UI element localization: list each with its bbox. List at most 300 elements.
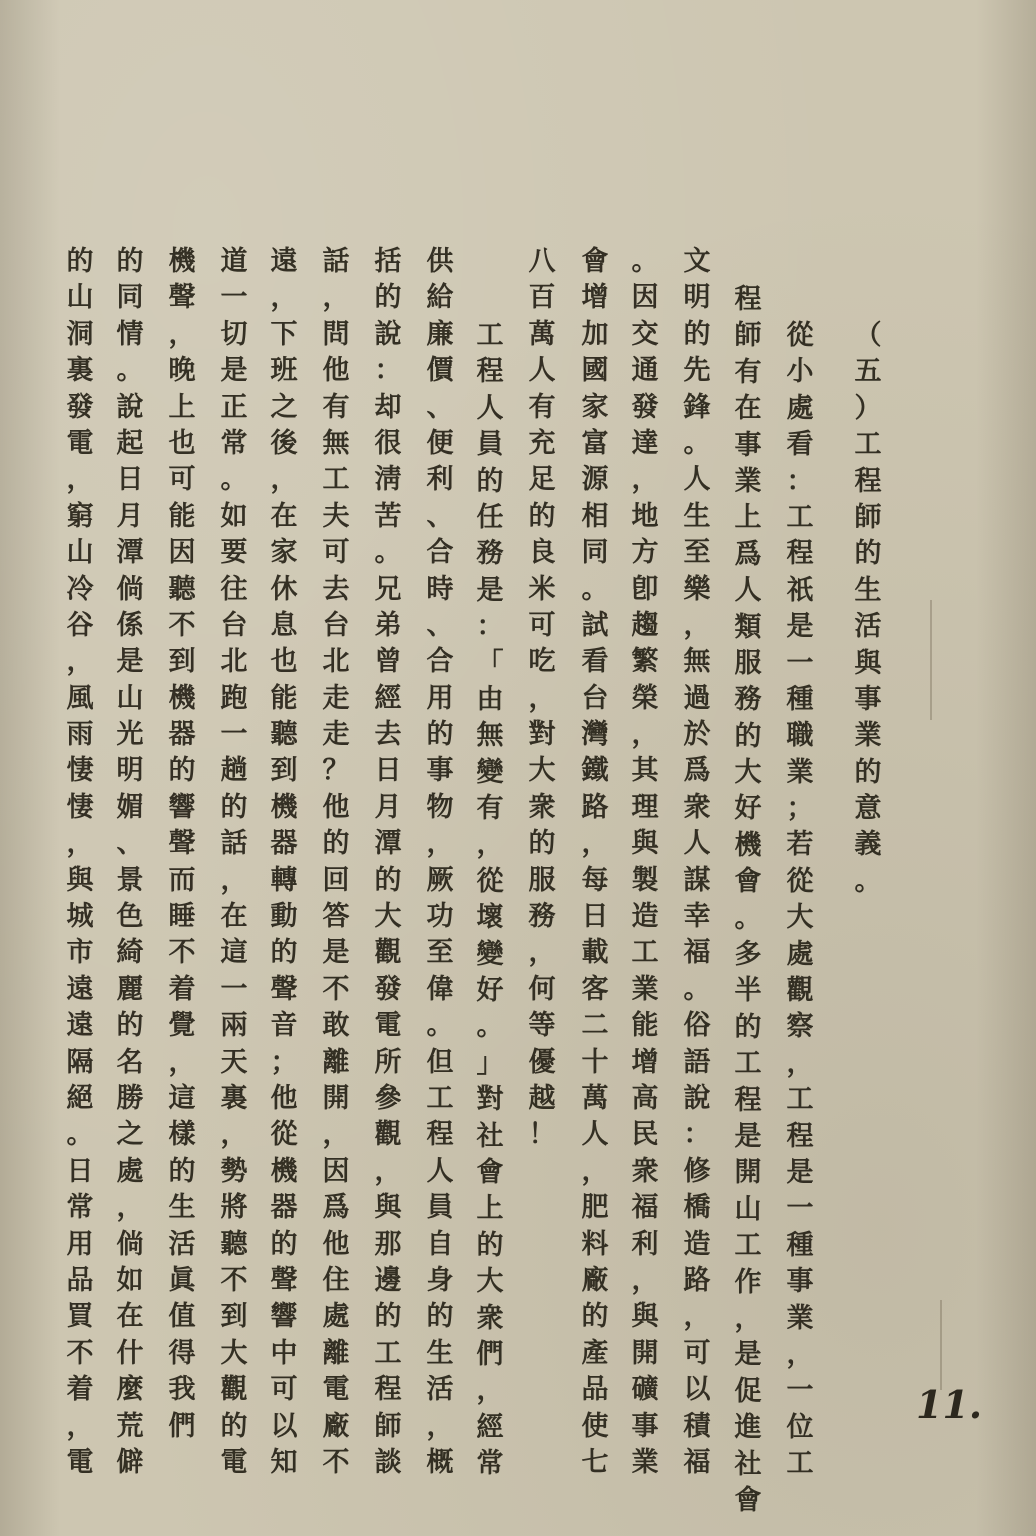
text-glyph: 業 (631, 1446, 659, 1478)
text-glyph: 的 (854, 538, 882, 570)
text-glyph: 電 (66, 1446, 94, 1478)
text-glyph: 的 (476, 1229, 504, 1261)
text-glyph: 與 (374, 1192, 402, 1224)
text-glyph: 礦 (631, 1374, 659, 1406)
text-glyph: ） (854, 392, 882, 424)
text-glyph: 任 (476, 501, 504, 533)
text-glyph: 用 (426, 682, 454, 714)
text-glyph: 與 (66, 864, 94, 896)
text-column (314, 244, 358, 1481)
text-glyph: 半 (734, 975, 762, 1007)
text-glyph: ， (270, 464, 298, 496)
text-glyph: 鐵 (581, 755, 609, 787)
text-glyph: 程 (734, 284, 762, 315)
text-glyph: 往 (220, 573, 248, 605)
text-glyph: 遠 (66, 1010, 94, 1042)
text-glyph: 淸 (374, 464, 402, 496)
text-glyph: 去 (374, 719, 402, 751)
text-glyph: 積 (683, 1410, 711, 1442)
text-glyph: 同 (116, 282, 144, 314)
text-glyph: 是 (476, 574, 504, 606)
text-glyph: 。 (734, 902, 762, 934)
text-glyph: 趨 (631, 609, 659, 641)
text-glyph: （ (854, 320, 882, 351)
text-glyph: 勝 (116, 1082, 144, 1114)
text-glyph: 產 (581, 1337, 609, 1369)
text-glyph: 作 (734, 1266, 762, 1298)
text-glyph: 工 (374, 1337, 402, 1369)
text-glyph: 休 (270, 573, 298, 605)
text-glyph: 一 (220, 282, 248, 314)
text-glyph: 情 (116, 318, 144, 350)
text-glyph: ， (528, 682, 556, 714)
text-glyph: 這 (168, 1082, 196, 1114)
text-glyph: 弟 (374, 609, 402, 641)
text-glyph: 相 (581, 500, 609, 532)
text-glyph: 品 (581, 1374, 609, 1406)
text-glyph: 看 (581, 646, 609, 678)
text-glyph: 員 (476, 429, 504, 461)
text-glyph: 方 (631, 537, 659, 569)
text-glyph: 晚 (168, 355, 196, 387)
text-glyph: 開 (631, 1337, 659, 1369)
text-glyph: 麼 (116, 1374, 144, 1406)
text-glyph: 交 (631, 318, 659, 350)
text-glyph: 爲 (734, 538, 762, 570)
text-column (160, 244, 204, 1445)
text-glyph: 廠 (322, 1410, 350, 1442)
text-column (212, 244, 256, 1481)
text-glyph: 大 (786, 902, 814, 934)
text-glyph: 福 (683, 1446, 711, 1478)
text-glyph: 繁 (631, 646, 659, 678)
text-glyph: 這 (220, 937, 248, 969)
text-glyph: 上 (168, 391, 196, 423)
text-glyph: 種 (786, 1229, 814, 1261)
text-glyph: ， (220, 864, 248, 896)
text-glyph: 要 (220, 537, 248, 569)
text-glyph: 理 (631, 791, 659, 823)
text-glyph: 的 (322, 828, 350, 860)
text-glyph: ； (270, 1046, 298, 1078)
text-glyph: ， (631, 464, 659, 496)
text-glyph: 聽 (168, 573, 196, 605)
text-glyph: 米 (528, 573, 556, 605)
text-glyph: 事 (426, 755, 454, 787)
text-glyph: 谷 (66, 609, 94, 641)
text-glyph: 雨 (66, 719, 94, 751)
text-glyph: 、 (426, 609, 454, 641)
text-glyph: 從 (476, 865, 504, 897)
text-glyph: ， (66, 828, 94, 860)
text-glyph: 造 (631, 901, 659, 933)
text-glyph: 常 (476, 1448, 504, 1480)
text-glyph: 事 (786, 1266, 814, 1298)
text-glyph: 是 (220, 355, 248, 387)
text-glyph: 通 (631, 355, 659, 387)
text-glyph: 之 (116, 1119, 144, 1151)
text-glyph: 名 (116, 1046, 144, 1078)
text-glyph: 日 (581, 901, 609, 933)
text-glyph: 厥 (426, 864, 454, 896)
text-glyph: 促 (734, 1375, 762, 1407)
text-glyph: 景 (116, 864, 144, 896)
text-glyph: 萬 (528, 318, 556, 350)
text-glyph: 從 (786, 865, 814, 897)
text-glyph: 對 (528, 719, 556, 751)
text-glyph: 「 (476, 647, 504, 679)
text-glyph: 的 (734, 720, 762, 752)
text-glyph: 工 (426, 1082, 454, 1114)
text-glyph: 正 (220, 391, 248, 423)
text-glyph: 因 (631, 282, 659, 314)
text-glyph: 經 (374, 682, 402, 714)
text-glyph: 聽 (220, 1228, 248, 1260)
text-glyph: 人 (426, 1155, 454, 1187)
text-glyph: 隔 (66, 1046, 94, 1078)
text-glyph: 遠 (66, 973, 94, 1005)
text-glyph: 可 (168, 464, 196, 496)
text-glyph: 媚 (116, 791, 144, 823)
text-glyph: 常 (66, 1192, 94, 1224)
text-glyph: 用 (66, 1228, 94, 1260)
text-glyph: 一 (220, 719, 248, 751)
text-glyph: 業 (631, 973, 659, 1005)
text-glyph: 是 (322, 937, 350, 969)
text-glyph: 以 (683, 1374, 711, 1406)
text-column (675, 244, 719, 1481)
text-glyph: 每 (581, 864, 609, 896)
text-glyph: 衆 (476, 1302, 504, 1334)
text-glyph: 勢 (220, 1155, 248, 1187)
text-glyph: ， (631, 1264, 659, 1296)
text-glyph: 衆 (683, 791, 711, 823)
text-glyph: 俗 (683, 1010, 711, 1042)
text-glyph: 說 (374, 318, 402, 350)
text-glyph: 從 (270, 1119, 298, 1151)
text-glyph: 的 (528, 500, 556, 532)
text-glyph: 發 (631, 391, 659, 423)
text-glyph: ， (476, 1375, 504, 1407)
text-glyph: 着 (168, 973, 196, 1005)
text-glyph: 開 (734, 1157, 762, 1189)
text-glyph: 中 (270, 1337, 298, 1369)
text-glyph: 離 (322, 1046, 350, 1078)
text-glyph: 得 (168, 1337, 196, 1369)
text-glyph: 業 (734, 465, 762, 497)
text-glyph: 有 (528, 391, 556, 423)
text-glyph: 鋒 (683, 391, 711, 423)
text-glyph: 與 (854, 647, 882, 679)
text-glyph: 經 (476, 1411, 504, 1443)
text-glyph: 自 (426, 1228, 454, 1260)
text-glyph: 括 (374, 246, 402, 277)
text-glyph: 他 (322, 355, 350, 387)
text-glyph: 敢 (322, 1010, 350, 1042)
text-glyph: 五 (854, 356, 882, 388)
text-glyph: 悽 (66, 755, 94, 787)
text-glyph: 可 (683, 1337, 711, 1369)
text-glyph: 事 (854, 683, 882, 715)
text-glyph: 的 (270, 1228, 298, 1260)
text-glyph: 之 (270, 391, 298, 423)
text-glyph: 概 (426, 1446, 454, 1478)
text-glyph: 可 (528, 609, 556, 641)
text-glyph: 談 (374, 1446, 402, 1478)
text-glyph: 常 (220, 427, 248, 459)
text-glyph: 。 (476, 1011, 504, 1043)
text-glyph: 山 (734, 1193, 762, 1225)
text-glyph: 變 (476, 938, 504, 970)
text-glyph: 生 (426, 1337, 454, 1369)
text-glyph: 類 (734, 611, 762, 643)
text-glyph: 大 (374, 901, 402, 933)
text-glyph: 的 (683, 318, 711, 350)
text-glyph: 工 (322, 464, 350, 496)
text-glyph: 等 (528, 1010, 556, 1042)
text-glyph: 可 (270, 1374, 298, 1406)
text-glyph: 身 (426, 1264, 454, 1296)
text-glyph: 不 (168, 937, 196, 969)
text-glyph: 高 (631, 1082, 659, 1114)
text-glyph: 知 (270, 1446, 298, 1478)
text-glyph: 其 (631, 755, 659, 787)
text-glyph: 上 (476, 1193, 504, 1225)
text-glyph: 一 (786, 1375, 814, 1407)
text-glyph: 倘 (116, 1228, 144, 1260)
text-glyph: 開 (322, 1082, 350, 1114)
text-glyph: 兩 (220, 1010, 248, 1042)
text-glyph: 處 (322, 1301, 350, 1333)
text-glyph: 給 (426, 282, 454, 314)
text-glyph: ， (426, 828, 454, 860)
text-glyph: 合 (426, 646, 454, 678)
text-glyph: 在 (270, 500, 298, 532)
text-glyph: 進 (734, 1412, 762, 1444)
text-glyph: 城 (66, 901, 94, 933)
text-glyph: 山 (116, 682, 144, 714)
text-glyph: 切 (220, 318, 248, 350)
text-glyph: 品 (66, 1264, 94, 1296)
text-glyph: 好 (734, 793, 762, 825)
text-glyph: 程 (786, 1120, 814, 1152)
text-glyph: 覺 (168, 1010, 196, 1042)
text-glyph: 人 (476, 392, 504, 424)
text-glyph: 是 (786, 1156, 814, 1188)
text-glyph: 裏 (66, 355, 94, 387)
text-glyph: 他 (270, 1082, 298, 1114)
text-column (573, 244, 617, 1481)
text-glyph: 動 (270, 901, 298, 933)
text-glyph: 。 (683, 973, 711, 1005)
text-glyph: 的 (426, 719, 454, 751)
text-glyph: 的 (270, 937, 298, 969)
text-glyph: 的 (528, 828, 556, 860)
text-glyph: 以 (270, 1410, 298, 1442)
text-glyph: 有 (734, 356, 762, 388)
text-glyph: 衆 (528, 791, 556, 823)
text-glyph: 的 (220, 791, 248, 823)
text-glyph: 係 (116, 609, 144, 641)
text-glyph: 機 (168, 246, 196, 277)
text-glyph: 人 (734, 575, 762, 607)
text-glyph: 樣 (168, 1119, 196, 1151)
text-glyph: 所 (374, 1046, 402, 1078)
text-glyph: 。 (631, 246, 659, 277)
text-glyph: ， (683, 609, 711, 641)
text-glyph: 着 (66, 1374, 94, 1406)
text-glyph: 時 (426, 573, 454, 605)
text-glyph: 若 (786, 829, 814, 861)
text-glyph: 工 (631, 937, 659, 969)
text-glyph: 工 (854, 429, 882, 461)
text-glyph: 北 (220, 646, 248, 678)
text-glyph: 機 (734, 829, 762, 861)
text-glyph: 活 (854, 611, 882, 643)
text-glyph: 如 (220, 500, 248, 532)
text-glyph: 程 (476, 356, 504, 388)
text-glyph: 月 (116, 500, 144, 532)
text-glyph: 他 (322, 1228, 350, 1260)
text-glyph: ， (66, 1410, 94, 1442)
text-glyph: 電 (374, 1010, 402, 1042)
text-glyph: ： (374, 355, 402, 387)
text-glyph: 是 (116, 646, 144, 678)
text-glyph: 至 (683, 537, 711, 569)
text-glyph: 潭 (374, 828, 402, 860)
text-glyph: 先 (683, 355, 711, 387)
text-glyph: 爲 (322, 1192, 350, 1224)
text-glyph: 一 (220, 973, 248, 1005)
text-glyph: 回 (322, 864, 350, 896)
text-glyph: 但 (426, 1046, 454, 1078)
text-glyph: 也 (168, 427, 196, 459)
text-glyph: 聲 (168, 828, 196, 860)
text-glyph: 不 (322, 1446, 350, 1478)
text-glyph: 日 (374, 755, 402, 787)
text-glyph: 一 (786, 647, 814, 679)
text-glyph: 到 (220, 1301, 248, 1333)
text-glyph: 服 (528, 864, 556, 896)
text-glyph: 程 (786, 538, 814, 570)
text-column (262, 244, 306, 1481)
text-glyph: 便 (426, 427, 454, 459)
text-glyph: 小 (786, 356, 814, 388)
text-glyph: 可 (322, 537, 350, 569)
text-glyph: 處 (786, 392, 814, 424)
text-glyph: 那 (374, 1228, 402, 1260)
text-glyph: 裏 (220, 1082, 248, 1114)
text-glyph: 福 (631, 1192, 659, 1224)
text-glyph: 七 (581, 1446, 609, 1478)
text-glyph: 苦 (374, 500, 402, 532)
text-glyph: 製 (631, 864, 659, 896)
text-glyph: 能 (631, 1010, 659, 1042)
text-glyph: ， (116, 1192, 144, 1224)
text-glyph: 電 (66, 427, 94, 459)
text-glyph: 聲 (270, 1264, 298, 1296)
text-glyph: 看 (786, 429, 814, 461)
text-glyph: 有 (476, 793, 504, 825)
text-glyph: 不 (66, 1337, 94, 1369)
text-glyph: 如 (116, 1264, 144, 1296)
text-glyph: 。 (683, 427, 711, 459)
text-glyph: 足 (528, 464, 556, 496)
text-glyph: 試 (581, 609, 609, 641)
text-glyph: 說 (683, 1082, 711, 1114)
text-glyph: 福 (683, 937, 711, 969)
text-glyph: 祇 (786, 574, 814, 606)
text-glyph: 將 (220, 1192, 248, 1224)
text-glyph: 走 (322, 682, 350, 714)
text-glyph: 睡 (168, 901, 196, 933)
text-glyph: 冷 (66, 573, 94, 605)
text-glyph: 的 (66, 246, 94, 277)
text-glyph: 器 (168, 719, 196, 751)
text-glyph: 會 (476, 1156, 504, 1188)
text-glyph: 地 (631, 500, 659, 532)
text-glyph: 達 (631, 427, 659, 459)
text-glyph: 路 (581, 791, 609, 823)
text-glyph: 台 (581, 682, 609, 714)
text-glyph: ？ (322, 755, 350, 787)
text-glyph: 起 (116, 427, 144, 459)
text-glyph: 變 (476, 756, 504, 788)
text-column (366, 244, 410, 1481)
text-glyph: 兄 (374, 573, 402, 605)
text-glyph: 因 (322, 1155, 350, 1187)
text-glyph: 卽 (631, 573, 659, 605)
text-glyph: 至 (426, 937, 454, 969)
text-glyph: 富 (581, 427, 609, 459)
text-glyph: 橋 (683, 1192, 711, 1224)
text-glyph: 師 (734, 320, 762, 352)
text-glyph: ， (66, 464, 94, 496)
text-glyph: 」 (476, 1047, 504, 1079)
text-glyph: 遠 (270, 246, 298, 277)
text-glyph: 何 (528, 973, 556, 1005)
text-glyph: ， (168, 318, 196, 350)
text-glyph: 萬 (581, 1082, 609, 1114)
text-glyph: 社 (734, 1448, 762, 1480)
text-glyph: 吃 (528, 646, 556, 678)
text-glyph: 察 (786, 1011, 814, 1043)
text-glyph: 爲 (683, 755, 711, 787)
text-glyph: 無 (476, 720, 504, 752)
text-glyph: 業 (786, 1302, 814, 1334)
text-glyph: 活 (426, 1374, 454, 1406)
text-glyph: 務 (528, 901, 556, 933)
text-glyph: 很 (374, 427, 402, 459)
text-glyph: 息 (270, 609, 298, 641)
text-glyph: 是 (734, 1339, 762, 1371)
text-glyph: 程 (854, 465, 882, 497)
text-glyph: 載 (581, 937, 609, 969)
text-glyph: 有 (322, 391, 350, 423)
text-column-heading (846, 318, 890, 900)
text-glyph: 大 (734, 757, 762, 789)
text-glyph: 修 (683, 1155, 711, 1187)
text-glyph: 充 (528, 427, 556, 459)
text-glyph: 的 (426, 1301, 454, 1333)
text-glyph: 衆 (631, 1155, 659, 1187)
text-glyph: 路 (683, 1264, 711, 1296)
text-glyph: 程 (426, 1119, 454, 1151)
text-glyph: 的 (168, 755, 196, 787)
text-glyph: 山 (66, 282, 94, 314)
text-glyph: 機 (270, 1155, 298, 1187)
text-glyph: 人 (683, 828, 711, 860)
